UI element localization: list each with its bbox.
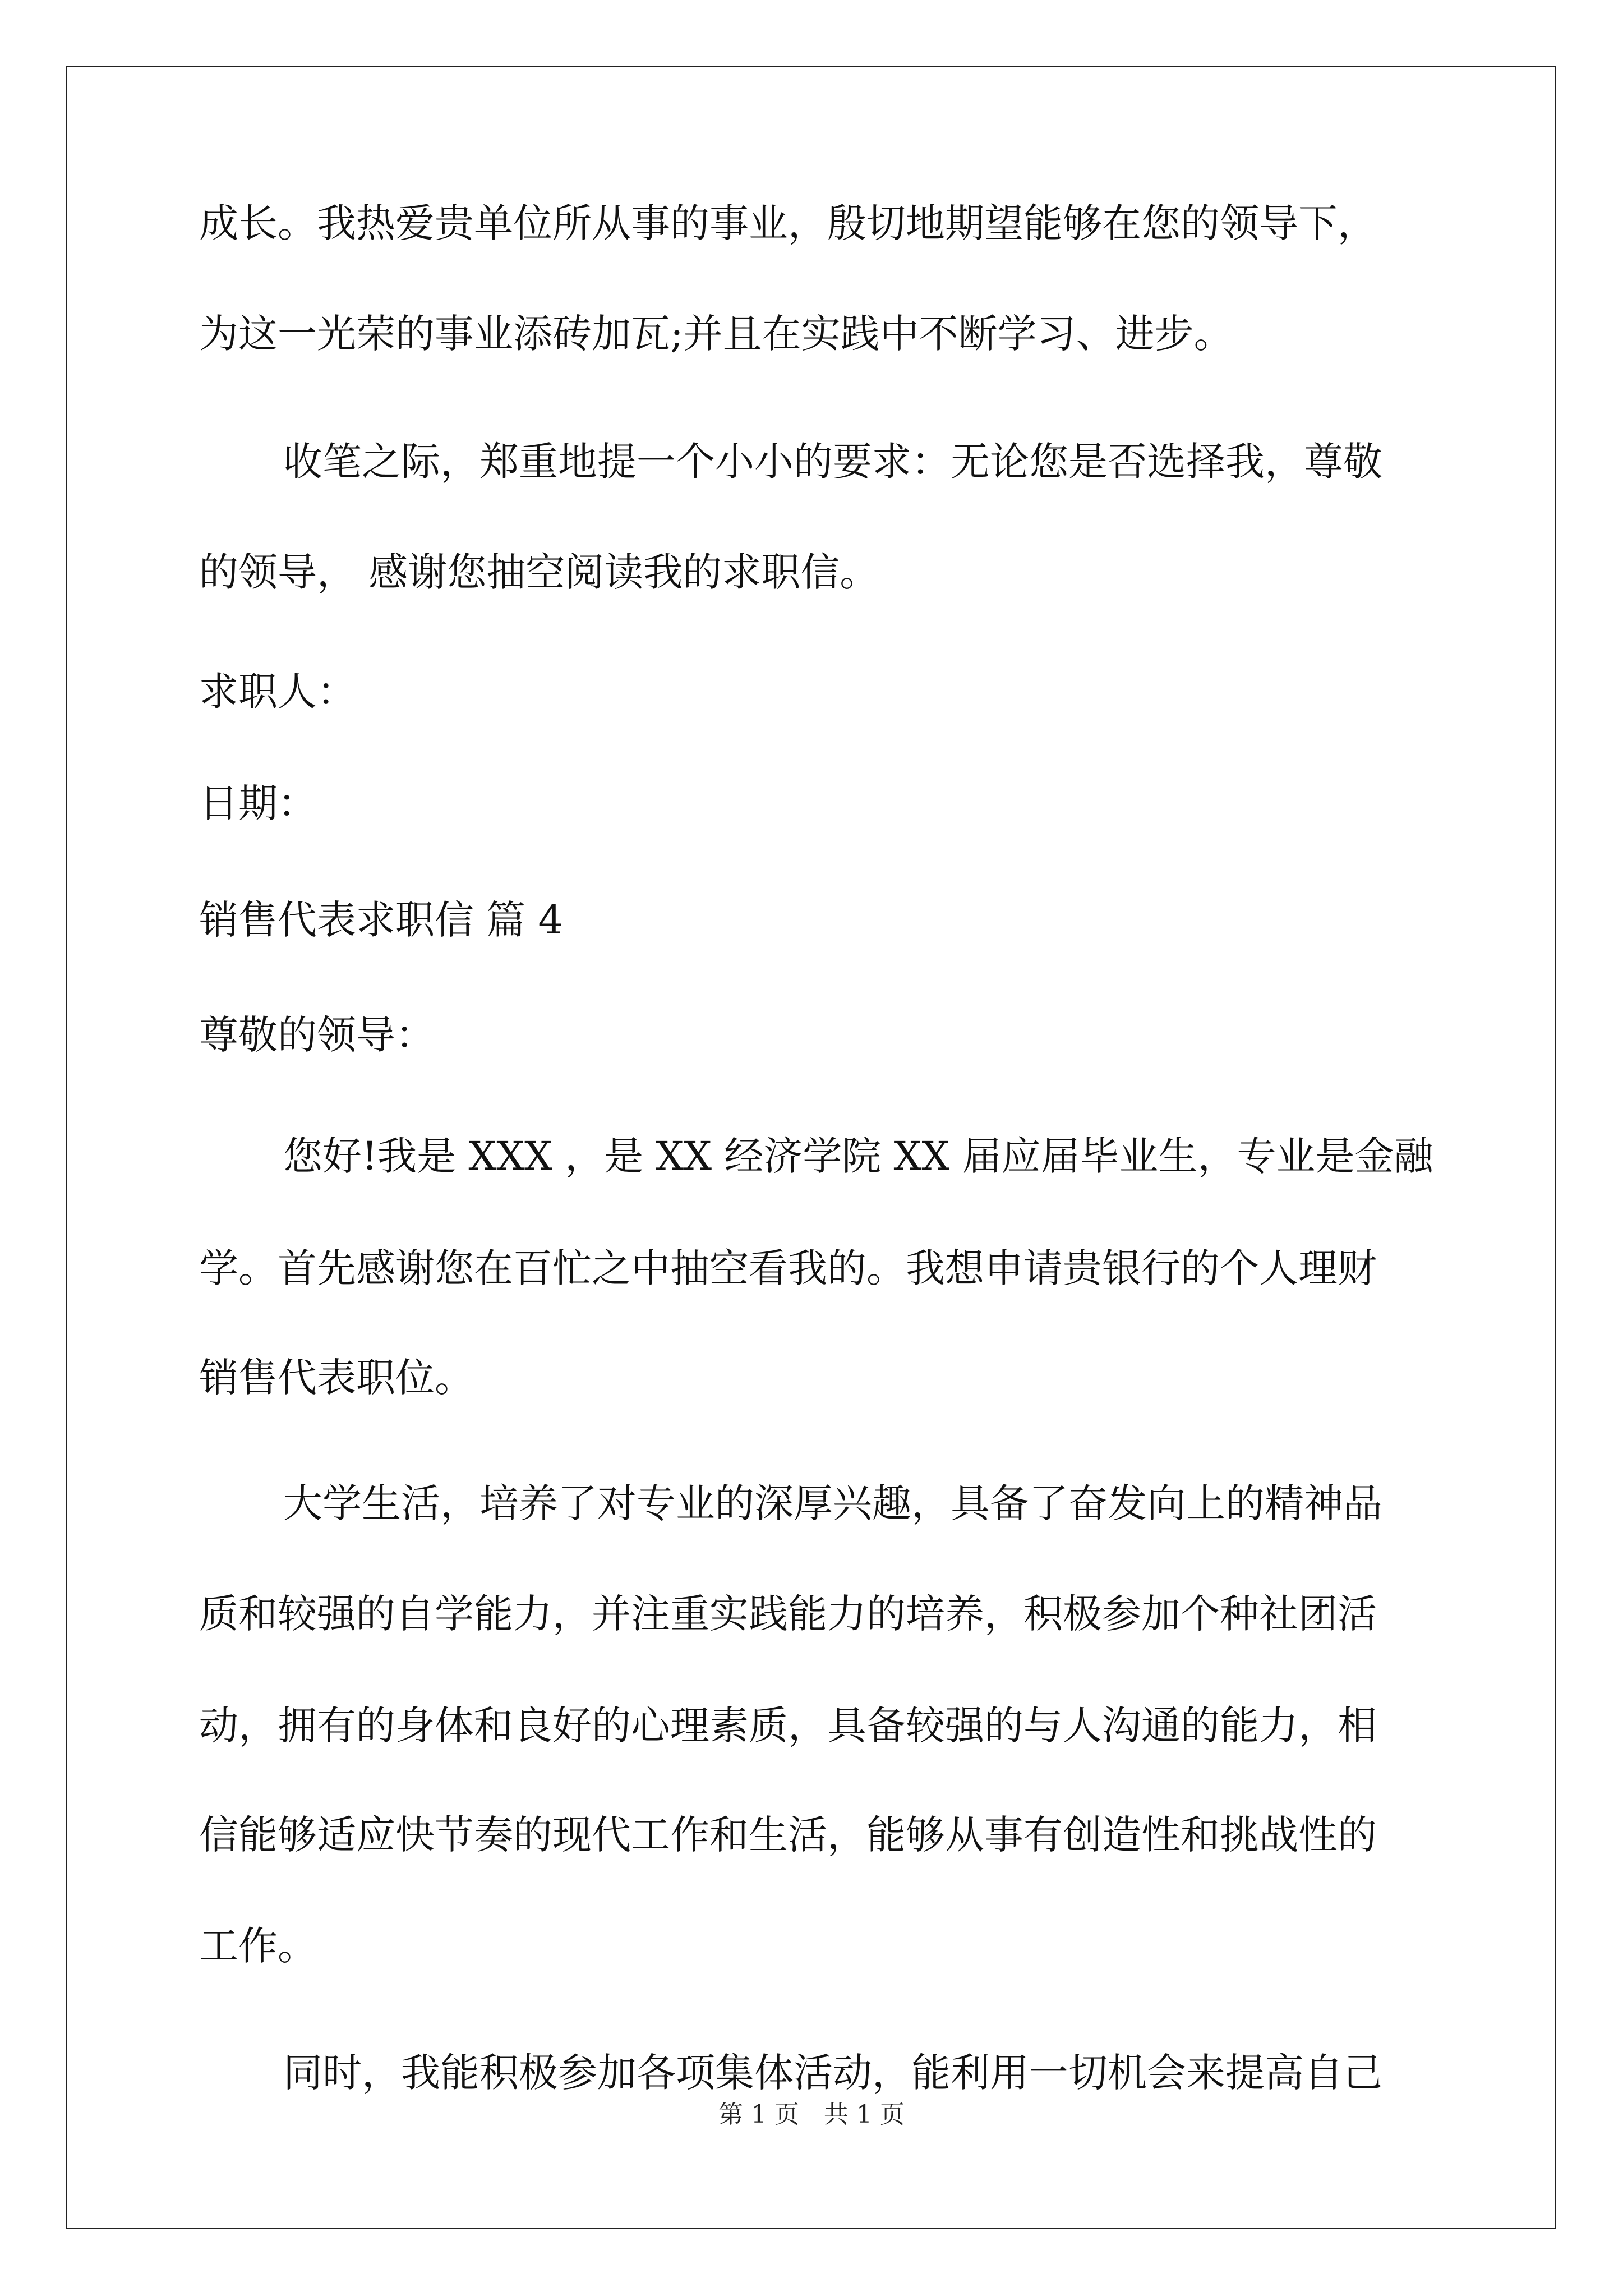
paragraph-line: 质和较强的自学能力，并注重实践能力的培养，积极参加个种社团活 bbox=[199, 1591, 1377, 1637]
applicant-label: 求职人： bbox=[199, 669, 356, 715]
paragraph-line: 您好!我是 XXX ，是 XX 经济学院 XX 届应届毕业生，专业是金融 bbox=[283, 1133, 1433, 1179]
section-heading: 销售代表求职信 篇 4 bbox=[199, 897, 564, 943]
paragraph-line: 同时，我能积极参加各项集体活动，能利用一切机会来提高自己 bbox=[283, 2050, 1382, 2096]
paragraph-line: 动，拥有的身体和良好的心理素质，具备较强的与人沟通的能力，相 bbox=[199, 1703, 1377, 1749]
date-label: 日期： bbox=[199, 780, 317, 826]
paragraph-line: 学。首先感谢您在百忙之中抽空看我的。我想申请贵银行的个人理财 bbox=[199, 1245, 1377, 1291]
page-number: 第 1 页 bbox=[718, 2100, 799, 2129]
paragraph-line: 为这一光荣的事业添砖加瓦;并且在实践中不断学习、进步。 bbox=[199, 311, 1233, 357]
paragraph-line: 收笔之际，郑重地提一个小小的要求：无论您是否选择我，尊敬 bbox=[283, 439, 1382, 485]
paragraph-line: 信能够适应快节奏的现代工作和生活，能够从事有创造性和挑战性的 bbox=[199, 1812, 1377, 1858]
salutation: 尊敬的领导： bbox=[199, 1012, 435, 1058]
paragraph-line: 成长。我热爱贵单位所从事的事业，殷切地期望能够在您的领导下， bbox=[199, 200, 1377, 246]
page-footer bbox=[0, 2101, 1623, 2129]
total-pages: 共 1 页 bbox=[824, 2100, 905, 2129]
paragraph-line: 大学生活，培养了对专业的深厚兴趣，具备了奋发向上的精神品 bbox=[283, 1480, 1382, 1526]
paragraph-line: 销售代表职位。 bbox=[199, 1355, 474, 1401]
paragraph-line: 的领导， 感谢您抽空阅读我的求职信。 bbox=[199, 549, 879, 595]
paragraph-line: 工作。 bbox=[199, 1923, 317, 1969]
